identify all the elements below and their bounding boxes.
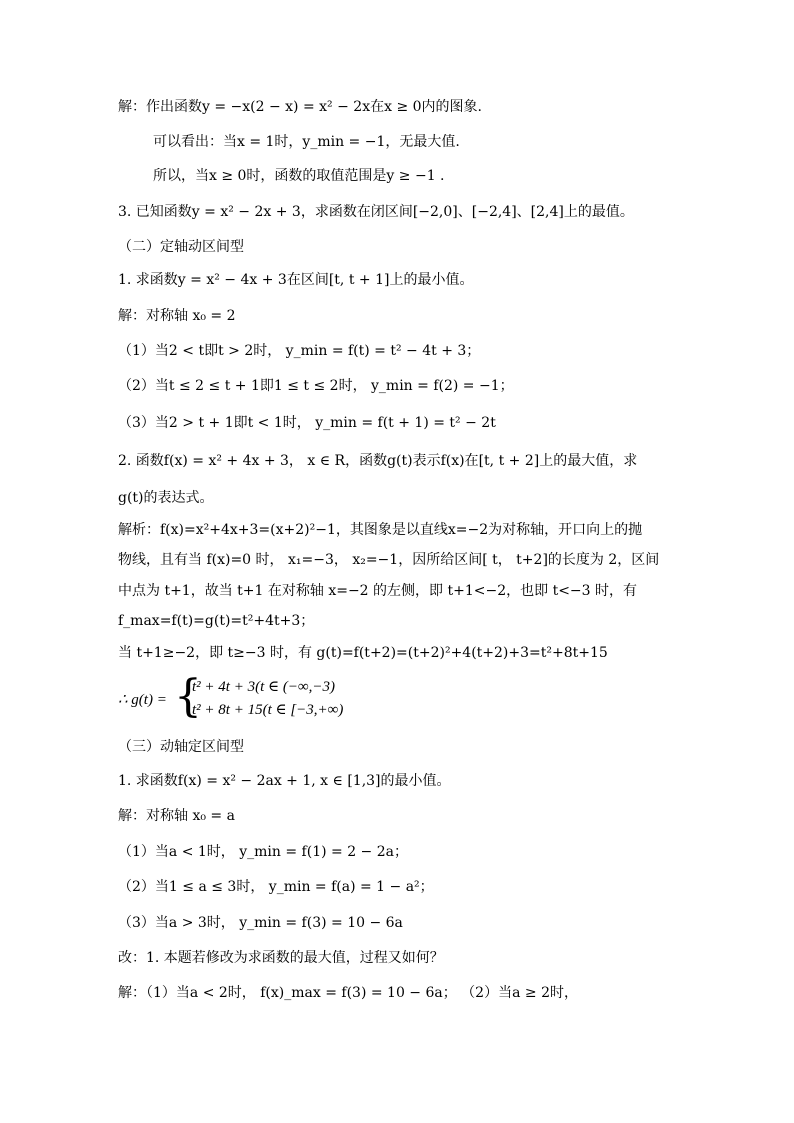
text-line-24: 改：1. 本题若修改为求函数的最大值，过程又如何？ bbox=[118, 950, 444, 966]
text-line-20: 解：对称轴 x₀ = a bbox=[118, 808, 235, 824]
left-brace: { bbox=[174, 671, 202, 722]
text-line-6: 1. 求函数y = x² − 4x + 3在区间[t, t + 1]上的最小值。 bbox=[118, 272, 474, 288]
text-line-1: 解：作出函数y = −x(2 − x) = x² − 2x在x ≥ 0内的图象. bbox=[118, 99, 482, 115]
text-line-25: 解：（1）当a < 2时， f(x)_max = f(3) = 10 − 6a； （2）当a ≥ 2时， bbox=[118, 985, 578, 1001]
text-line-16: f_max=f(t)=g(t)=t²+4t+3； bbox=[118, 613, 315, 629]
text-line-21: （1）当a < 1时， y_min = f(1) = 2 − 2a； bbox=[118, 844, 408, 860]
text-line-22: （2）当1 ≤ a ≤ 3时， y_min = f(a) = 1 − a²； bbox=[118, 879, 434, 895]
text-line-11: 2. 函数f(x) = x² + 4x + 3， x ∈ R，函数g(t)表示f(x)在[t, t + 2]上的最大值，求 bbox=[118, 453, 638, 469]
text-line-14: 物线，且有当 f(x)=0 时， x₁=−3， x₂=−1，因所给区间[ t， t+2]的长度为 2，区间 bbox=[118, 552, 660, 568]
text-line-12: g(t)的表达式。 bbox=[118, 490, 214, 506]
section-heading-3: （三）动轴定区间型 bbox=[118, 739, 244, 755]
piecewise-case-2: t² + 8t + 15(t ∈ [−3,+∞) bbox=[192, 702, 344, 718]
text-line-19: 1. 求函数f(x) = x² − 2ax + 1, x ∈ [1,3]的最小值。 bbox=[118, 773, 451, 789]
text-line-2: 可以看出：当x = 1时，y_min = −1，无最大值. bbox=[153, 134, 460, 150]
text-line-8: （1）当2 < t即t > 2时， y_min = f(t) = t² − 4t + 3； bbox=[118, 343, 481, 359]
piecewise-case-1: t² + 4t + 3(t ∈ (−∞,−3) bbox=[192, 679, 336, 695]
text-line-15: 中点为 t+1，故当 t+1 在对称轴 x=−2 的左侧，即 t+1<−2，也即 t<−3 时，有 bbox=[118, 583, 638, 599]
text-line-23: （3）当a > 3时， y_min = f(3) = 10 − 6a bbox=[118, 915, 403, 931]
text-line-7: 解：对称轴 x₀ = 2 bbox=[118, 308, 236, 324]
piecewise-prefix: ∴ g(t) = bbox=[118, 692, 167, 708]
text-line-9: （2）当t ≤ 2 ≤ t + 1即1 ≤ t ≤ 2时， y_min = f(2) = −1； bbox=[118, 378, 514, 394]
text-line-13: 解析：f(x)=x²+4x+3=(x+2)²−1，其图象是以直线x=−2为对称轴，开口向上的抛 bbox=[118, 522, 643, 538]
text-line-10: （3）当2 > t + 1即t < 1时， y_min = f(t + 1) = t² − 2t bbox=[118, 415, 496, 431]
section-heading-2: （二）定轴动区间型 bbox=[118, 239, 244, 255]
text-line-3: 所以，当x ≥ 0时，函数的取值范围是y ≥ −1 . bbox=[153, 168, 445, 184]
piecewise-cases bbox=[192, 676, 343, 722]
text-line-17: 当 t+1≥−2，即 t≥−3 时，有 g(t)=f(t+2)=(t+2)²+4(t+2)+3=t²+8t+15 bbox=[118, 645, 608, 661]
text-line-4: 3. 已知函数y = x² − 2x + 3，求函数在闭区间[−2,0]、[−2,4]、[2,4]上的最值。 bbox=[118, 204, 634, 220]
